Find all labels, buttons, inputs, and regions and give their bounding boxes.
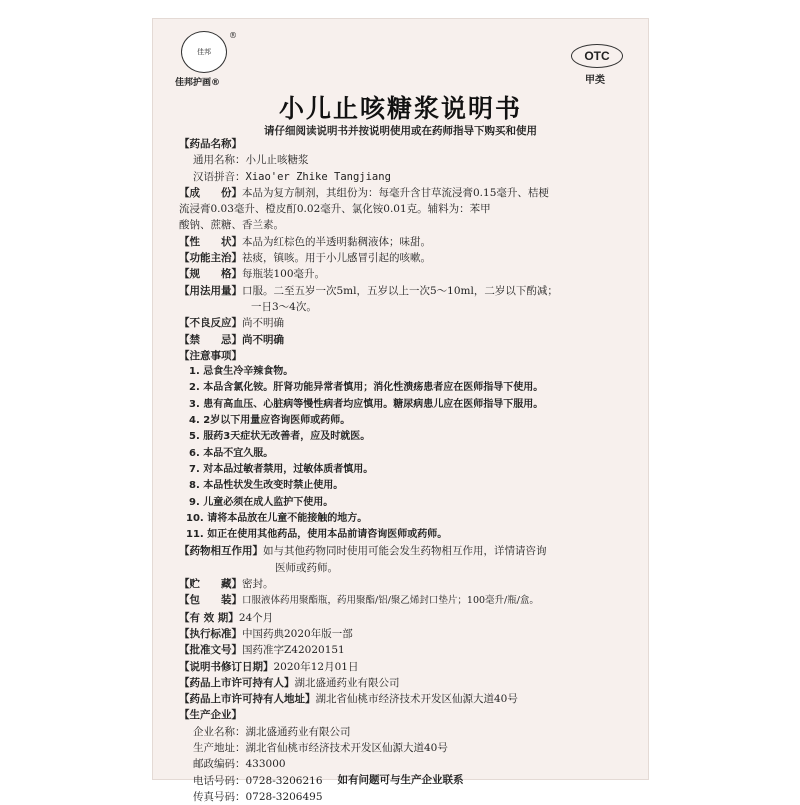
adverse-row: 【不良反应】尚不明确 bbox=[179, 317, 284, 330]
mah-row: 【药品上市许可持有人】湖北盛通药业有限公司 bbox=[179, 676, 400, 689]
storage-row: 【贮 藏】密封。 bbox=[179, 578, 274, 591]
precaution-item: 11. 如正在使用其他药品，使用本品前请咨询医师或药师。 bbox=[186, 529, 448, 541]
contraindications-row: 【禁 忌】尚不明确 bbox=[179, 333, 284, 346]
precaution-item: 2. 本品含氯化铵。肝肾功能异常者慎用；消化性溃疡患者应在医师指导下使用。 bbox=[189, 382, 544, 394]
pinyin-row: 汉语拼音：Xiao'er Zhike Tangjiang bbox=[193, 170, 391, 183]
interactions-line-2: 医师或药师。 bbox=[275, 561, 338, 574]
indications-row: 【功能主治】祛痰，镇咳。用于小儿感冒引起的咳嗽。 bbox=[179, 252, 431, 265]
fax-row: 传真号码：0728-3206495 bbox=[193, 790, 323, 803]
precaution-item: 8. 本品性状发生改变时禁止使用。 bbox=[189, 480, 344, 492]
leaflet-content bbox=[179, 136, 639, 805]
standard-row: 【执行标准】中国药典2020年版一部 bbox=[179, 627, 353, 640]
postal-code-row: 邮政编码：433000 bbox=[193, 758, 286, 771]
precaution-item: 3. 患有高血压、心脏病等慢性病者均应慎用。糖尿病患儿应在医师指导下服用。 bbox=[189, 398, 544, 410]
precaution-item: 7. 对本品过敏者禁用，过敏体质者慎用。 bbox=[189, 463, 374, 475]
brand-name: 佳邦护画® bbox=[175, 78, 221, 88]
precaution-item: 5. 服药3天症状无改善者，应及时就医。 bbox=[189, 431, 371, 443]
otc-badge: OTC bbox=[571, 44, 623, 68]
page-title: 小儿止咳糖浆说明书 bbox=[278, 94, 522, 123]
validity-row: 【有 效 期】24个月 bbox=[179, 611, 274, 624]
precautions-heading: 【注意事项】 bbox=[179, 349, 242, 362]
subtitle: 请仔细阅读说明书并按说明使用或在药师指导下购买和使用 bbox=[264, 125, 537, 137]
approval-row: 【批准文号】国药准字Z42020151 bbox=[179, 644, 345, 657]
dosage-row: 【用法用量】口服。二至五岁一次5ml，五岁以上一次5～10ml，二岁以下酌减； bbox=[179, 284, 558, 297]
specification-row: 【规 格】每瓶装100毫升。 bbox=[179, 268, 326, 281]
properties-row: 【性 状】本品为红棕色的半透明黏稠液体；味甜。 bbox=[179, 235, 431, 248]
precaution-item: 9. 儿童必须在成人监护下使用。 bbox=[189, 496, 334, 508]
dosage-line-2: 一日3～4次。 bbox=[251, 300, 317, 313]
leaflet-sheet bbox=[152, 18, 649, 803]
precaution-item: 1. 忌食生冷辛辣食物。 bbox=[189, 366, 294, 378]
brand-logo bbox=[181, 31, 227, 73]
phone-row: 电话号码：0728-3206216 bbox=[193, 774, 323, 787]
footer-note: 如有问题可与生产企业联系 bbox=[337, 774, 464, 786]
registered-mark: ® bbox=[229, 31, 237, 40]
logo-text: 佳邦 bbox=[197, 48, 211, 56]
generic-name-row: 通用名称：小儿止咳糖浆 bbox=[193, 154, 309, 167]
precaution-item: 6. 本品不宜久服。 bbox=[189, 447, 274, 459]
revision-row: 【说明书修订日期】2020年12月01日 bbox=[179, 660, 359, 673]
otc-class: 甲类 bbox=[585, 75, 605, 86]
precaution-item: 10. 请将本品放在儿童不能接触的地方。 bbox=[186, 512, 368, 524]
manufacturer-heading: 【生产企业】 bbox=[179, 709, 242, 722]
ingredients-line-2: 流浸膏0.03毫升、橙皮酊0.02毫升、氯化铵0.01克。辅料为：苯甲 bbox=[179, 203, 491, 216]
manufacturer-name-row: 企业名称：湖北盛通药业有限公司 bbox=[193, 725, 351, 738]
ingredients-line-3: 酸钠、蔗糖、香兰素。 bbox=[179, 219, 284, 232]
ingredients-row: 【成 份】本品为复方制剂，其组份为：每毫升含甘草流浸膏0.15毫升、桔梗 bbox=[179, 186, 549, 199]
packaging-row: 【包 装】口服液体药用聚酯瓶，药用聚酯/铝/聚乙烯封口垫片；100毫升/瓶/盒。 bbox=[179, 594, 539, 607]
precaution-item: 4. 2岁以下用量应咨询医师或药师。 bbox=[189, 415, 351, 427]
interactions-row: 【药物相互作用】如与其他药物同时使用可能会发生药物相互作用，详情请咨询 bbox=[179, 545, 547, 558]
mah-address-row: 【药品上市许可持有人地址】湖北省仙桃市经济技术开发区仙源大道40号 bbox=[179, 693, 518, 706]
drug-name-heading: 【药品名称】 bbox=[179, 138, 242, 150]
manufacturer-address-row: 生产地址：湖北省仙桃市经济技术开发区仙源大道40号 bbox=[193, 741, 448, 754]
